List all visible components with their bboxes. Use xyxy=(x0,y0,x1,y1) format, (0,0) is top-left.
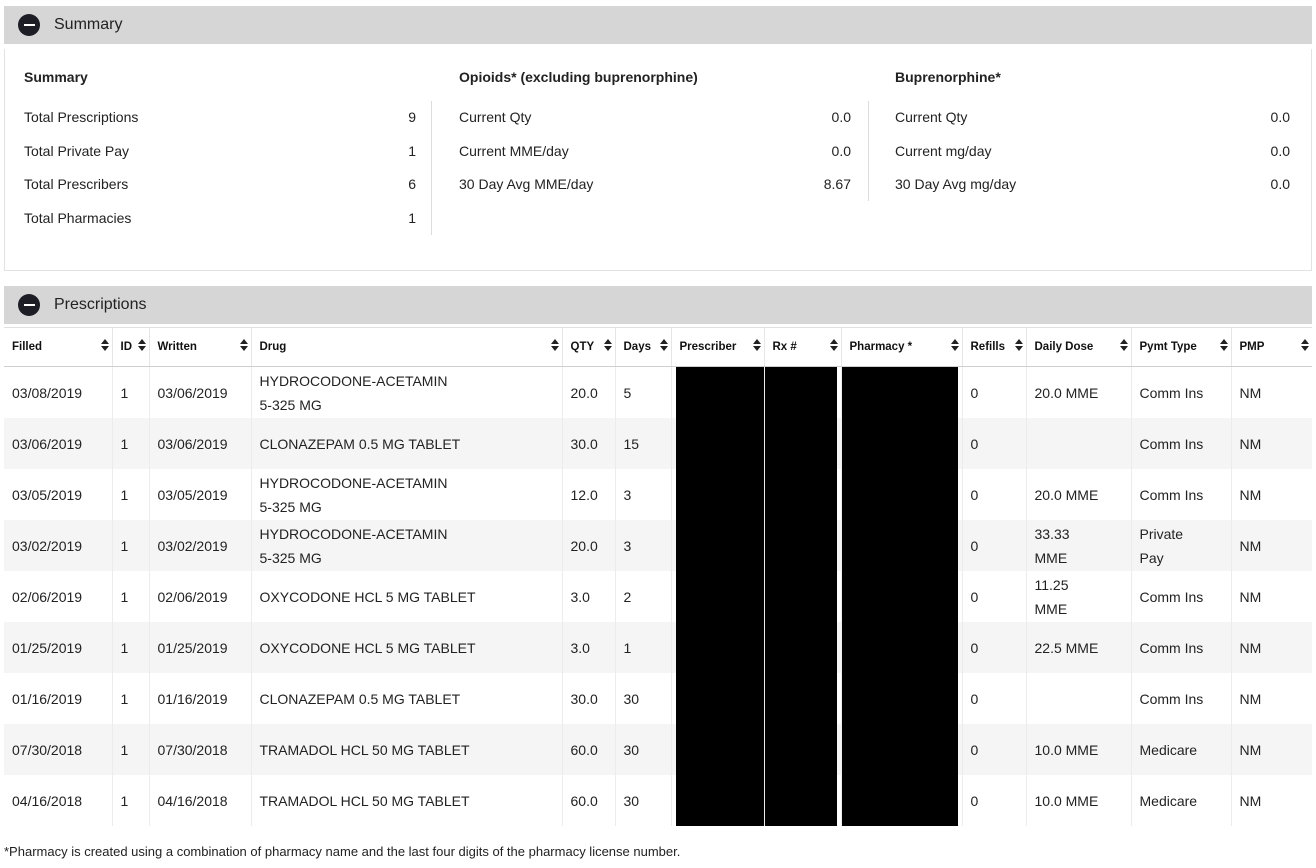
table-cell: 30 xyxy=(615,724,671,775)
table-cell: Comm Ins xyxy=(1131,622,1231,673)
table-cell: CLONAZEPAM 0.5 MG TABLET xyxy=(251,673,562,724)
summary-row xyxy=(459,143,851,163)
redacted-cell xyxy=(764,775,841,826)
table-cell: 3 xyxy=(615,520,671,571)
summary-label: 30 Day Avg MME/day xyxy=(459,176,594,192)
table-cell: 60.0 xyxy=(562,724,615,775)
column-header-daily-dose[interactable] xyxy=(1026,328,1131,367)
table-cell: NM xyxy=(1231,622,1312,673)
redaction-block xyxy=(765,571,837,622)
redacted-cell xyxy=(841,469,962,520)
table-cell: 03/06/2019 xyxy=(4,418,112,469)
redaction-block xyxy=(765,520,837,571)
summary-row xyxy=(895,143,1290,163)
redaction-block xyxy=(676,469,764,520)
table-cell: 0 xyxy=(962,622,1026,673)
prescriptions-table-container xyxy=(4,327,1312,826)
table-row[interactable] xyxy=(4,775,1312,826)
column-header-label: Drug xyxy=(259,341,287,353)
column-header-drug[interactable] xyxy=(251,328,562,367)
table-cell: NM xyxy=(1231,367,1312,419)
column-header-id[interactable] xyxy=(112,328,149,367)
redacted-cell xyxy=(671,724,764,775)
table-header-row xyxy=(4,328,1312,367)
redacted-cell xyxy=(841,622,962,673)
table-cell: 20.0 MME xyxy=(1026,367,1131,419)
summary-row xyxy=(24,109,416,129)
redacted-cell xyxy=(764,673,841,724)
prescriptions-section-header[interactable] xyxy=(4,286,1312,324)
redacted-cell xyxy=(764,367,841,419)
summary-label: Total Pharmacies xyxy=(24,210,132,226)
redaction-block xyxy=(765,367,837,418)
table-cell: 1 xyxy=(112,622,149,673)
summary-row xyxy=(895,176,1290,196)
column-header-label: Pymt Type xyxy=(1139,341,1197,353)
table-cell: 20.0 MME xyxy=(1026,469,1131,520)
table-cell: 1 xyxy=(112,724,149,775)
redacted-cell xyxy=(841,724,962,775)
table-cell: Medicare xyxy=(1131,775,1231,826)
prescriptions-section-title: Prescriptions xyxy=(54,296,147,313)
table-cell: 12.0 xyxy=(562,469,615,520)
table-cell: 01/16/2019 xyxy=(149,673,251,724)
summary-label: Total Private Pay xyxy=(24,143,130,159)
column-header-pmp[interactable] xyxy=(1231,328,1312,367)
table-cell: 1 xyxy=(112,367,149,419)
summary-label: Current Qty xyxy=(459,109,532,125)
redaction-block xyxy=(676,775,764,826)
redacted-cell xyxy=(671,469,764,520)
table-cell: NM xyxy=(1231,775,1312,826)
table-row[interactable] xyxy=(4,418,1312,469)
table-cell: TRAMADOL HCL 50 MG TABLET xyxy=(251,724,562,775)
redacted-cell xyxy=(841,520,962,571)
redaction-block xyxy=(676,673,764,724)
table-cell: 0 xyxy=(962,571,1026,622)
column-divider xyxy=(431,101,432,235)
table-cell: 20.0 xyxy=(562,520,615,571)
table-cell: 01/25/2019 xyxy=(4,622,112,673)
table-cell: 02/06/2019 xyxy=(12,588,83,605)
table-cell: 60.0 xyxy=(562,775,615,826)
table-cell: 0 xyxy=(962,367,1026,419)
table-body xyxy=(4,367,1312,827)
column-header-refills[interactable] xyxy=(962,328,1026,367)
redacted-cell xyxy=(841,775,962,826)
column-header-filled[interactable] xyxy=(4,328,112,367)
summary-value: 0.0 xyxy=(831,109,851,125)
redacted-cell xyxy=(841,673,962,724)
column-header-prescriber[interactable] xyxy=(671,328,764,367)
column-header-label: PMP xyxy=(1239,341,1265,353)
prescriptions-table xyxy=(4,327,1312,826)
redacted-cell xyxy=(841,367,962,419)
column-header-days[interactable] xyxy=(615,328,671,367)
table-cell: Comm Ins xyxy=(1131,571,1231,622)
redaction-block xyxy=(765,469,837,520)
summary-label: 30 Day Avg mg/day xyxy=(895,176,1017,192)
table-cell: Medicare xyxy=(1131,724,1231,775)
table-cell: NM xyxy=(1231,520,1312,571)
redacted-cell xyxy=(841,418,962,469)
column-header-pymt-type[interactable] xyxy=(1131,328,1231,367)
table-cell: Comm Ins xyxy=(1131,418,1231,469)
column-header-label: Pharmacy * xyxy=(849,341,913,353)
table-cell: 0 xyxy=(962,418,1026,469)
summary-value: 0.0 xyxy=(1270,176,1290,192)
redacted-cell xyxy=(764,520,841,571)
table-cell: OXYCODONE HCL 5 MG TABLET xyxy=(251,571,562,622)
redacted-cell xyxy=(764,724,841,775)
table-cell: 03/02/2019 xyxy=(4,520,112,571)
redaction-block xyxy=(765,775,837,826)
redaction-block xyxy=(676,724,764,775)
summary-value: 6 xyxy=(408,176,416,192)
table-cell: 1 xyxy=(112,571,149,622)
column-header-label: Written xyxy=(157,341,197,353)
redacted-cell xyxy=(764,571,841,622)
table-row[interactable] xyxy=(4,520,1312,571)
summary-value: 9 xyxy=(408,109,416,125)
summary-heading: Summary xyxy=(24,69,88,85)
table-cell: 33.33 MME xyxy=(1026,520,1131,571)
table-cell: 3.0 xyxy=(562,622,615,673)
table-cell: 02/06/2019 xyxy=(149,571,251,622)
table-cell: HYDROCODONE-ACETAMIN 5-325 MG xyxy=(251,520,562,571)
summary-value: 0.0 xyxy=(1270,109,1290,125)
table-cell: 30.0 xyxy=(562,673,615,724)
redaction-block xyxy=(676,622,764,673)
summary-value: 0.0 xyxy=(831,143,851,159)
table-cell: 07/30/2018 xyxy=(4,724,112,775)
table-cell: 1 xyxy=(615,622,671,673)
redaction-block xyxy=(765,724,837,775)
redacted-cell xyxy=(764,469,841,520)
redacted-cell xyxy=(671,418,764,469)
summary-section-header[interactable] xyxy=(4,6,1312,44)
redacted-cell xyxy=(764,622,841,673)
column-header-written[interactable] xyxy=(149,328,251,367)
redaction-block xyxy=(765,622,837,673)
redaction-block xyxy=(842,520,958,571)
table-cell: 10.0 MME xyxy=(1026,724,1131,775)
redacted-cell xyxy=(764,418,841,469)
table-row[interactable] xyxy=(4,622,1312,673)
table-cell: 01/16/2019 xyxy=(12,690,83,707)
table-cell: 1 xyxy=(112,673,149,724)
table-cell: NM xyxy=(1231,724,1312,775)
table-row[interactable] xyxy=(4,469,1312,520)
table-cell: 01/25/2019 xyxy=(149,622,251,673)
collapse-icon[interactable] xyxy=(18,294,40,316)
table-cell: 11.25 MME xyxy=(1026,571,1131,622)
summary-label: Current MME/day xyxy=(459,143,569,159)
redaction-block xyxy=(676,418,764,469)
table-cell: 03/05/2019 xyxy=(12,486,83,503)
table-cell xyxy=(1026,418,1131,469)
table-cell: 0 xyxy=(962,673,1026,724)
column-header-label: Daily Dose xyxy=(1034,341,1094,353)
summary-value: 8.67 xyxy=(823,176,851,192)
summary-value: 1 xyxy=(408,143,416,159)
table-cell: 03/06/2019 xyxy=(149,367,251,419)
column-header-label: ID xyxy=(120,341,132,353)
summary-row xyxy=(895,109,1290,129)
redaction-block xyxy=(842,469,958,520)
table-cell: NM xyxy=(1231,571,1312,622)
table-cell: 2 xyxy=(615,571,671,622)
summary-panel xyxy=(4,49,1312,271)
buprenorphine-heading: Buprenorphine* xyxy=(895,69,1001,85)
table-cell: 3.0 xyxy=(562,571,615,622)
table-cell: 1 xyxy=(112,418,149,469)
table-cell: 03/08/2019 xyxy=(12,384,83,401)
table-cell: 03/02/2019 xyxy=(149,520,251,571)
table-cell: 04/16/2018 xyxy=(149,775,251,826)
column-header-label: Refills xyxy=(970,341,1006,353)
redacted-cell xyxy=(841,571,962,622)
redacted-cell xyxy=(671,775,764,826)
table-cell: NM xyxy=(1231,673,1312,724)
column-header-label: Rx # xyxy=(772,341,797,353)
table-cell: 3 xyxy=(615,469,671,520)
summary-label: Total Prescriptions xyxy=(24,109,139,125)
redacted-cell xyxy=(671,571,764,622)
table-cell: HYDROCODONE-ACETAMIN 5-325 MG xyxy=(251,469,562,520)
redacted-cell xyxy=(671,673,764,724)
table-cell: Comm Ins xyxy=(1131,367,1231,419)
collapse-icon[interactable] xyxy=(18,14,40,36)
summary-label: Current Qty xyxy=(895,109,968,125)
table-cell: 30 xyxy=(615,775,671,826)
table-cell: NM xyxy=(1231,418,1312,469)
redaction-block xyxy=(842,367,958,418)
table-cell: 04/16/2018 xyxy=(12,792,83,809)
redaction-block xyxy=(765,418,837,469)
summary-value: 1 xyxy=(408,210,416,226)
redaction-block xyxy=(676,520,764,571)
table-cell: 1 xyxy=(112,520,149,571)
table-cell: 07/30/2018 xyxy=(149,724,251,775)
opioids-heading: Opioids* (excluding buprenorphine) xyxy=(459,69,698,85)
table-cell: 03/06/2019 xyxy=(149,418,251,469)
table-cell xyxy=(1026,673,1131,724)
summary-row xyxy=(24,210,416,230)
table-cell: 10.0 MME xyxy=(1026,775,1131,826)
table-cell: 0 xyxy=(962,724,1026,775)
table-cell: 22.5 MME xyxy=(1026,622,1131,673)
summary-row xyxy=(459,109,851,129)
column-header-pharmacy[interactable] xyxy=(841,328,962,367)
summary-row xyxy=(24,143,416,163)
redaction-block xyxy=(765,673,837,724)
redaction-block xyxy=(842,775,958,826)
summary-section-title: Summary xyxy=(54,16,123,33)
redacted-cell xyxy=(671,520,764,571)
redaction-block xyxy=(676,367,764,418)
table-cell: Comm Ins xyxy=(1131,469,1231,520)
summary-value: 0.0 xyxy=(1270,143,1290,159)
summary-label: Total Prescribers xyxy=(24,176,129,192)
pharmacy-footnote: *Pharmacy is created using a combination of pharmacy name and the last four digits of the pharmacy license number. xyxy=(4,844,681,859)
table-cell: 0 xyxy=(962,469,1026,520)
table-cell: OXYCODONE HCL 5 MG TABLET xyxy=(251,622,562,673)
redacted-cell xyxy=(671,367,764,419)
redaction-block xyxy=(842,724,958,775)
redaction-block xyxy=(676,571,764,622)
redacted-cell xyxy=(671,622,764,673)
column-header-label: Filled xyxy=(12,341,43,353)
table-cell: Comm Ins xyxy=(1131,673,1231,724)
table-cell: 30.0 xyxy=(562,418,615,469)
summary-row xyxy=(24,176,416,196)
table-cell: 1 xyxy=(112,469,149,520)
table-cell: Private Pay xyxy=(1131,520,1231,571)
table-cell: 20.0 xyxy=(562,367,615,419)
table-cell: 1 xyxy=(112,775,149,826)
column-header-label: Days xyxy=(623,341,651,353)
column-header-label: Prescriber xyxy=(679,341,737,353)
redaction-block xyxy=(842,418,958,469)
table-row[interactable] xyxy=(4,571,1312,622)
column-header-label: QTY xyxy=(570,341,595,353)
redaction-block xyxy=(842,571,958,622)
redaction-block xyxy=(842,673,958,724)
table-cell: 5 xyxy=(615,367,671,419)
table-cell: 0 xyxy=(962,520,1026,571)
table-row[interactable] xyxy=(4,673,1312,724)
summary-row xyxy=(459,176,851,196)
table-row[interactable] xyxy=(4,367,1312,419)
table-cell: 30 xyxy=(615,673,671,724)
column-header-rx[interactable] xyxy=(764,328,841,367)
column-header-qty[interactable] xyxy=(562,328,615,367)
table-cell: TRAMADOL HCL 50 MG TABLET xyxy=(251,775,562,826)
redaction-block xyxy=(842,622,958,673)
table-cell: 03/05/2019 xyxy=(149,469,251,520)
table-cell: CLONAZEPAM 0.5 MG TABLET xyxy=(251,418,562,469)
table-cell: 15 xyxy=(615,418,671,469)
table-cell: 0 xyxy=(962,775,1026,826)
summary-label: Current mg/day xyxy=(895,143,992,159)
table-cell: HYDROCODONE-ACETAMIN 5-325 MG xyxy=(251,367,562,419)
table-row[interactable] xyxy=(4,724,1312,775)
column-divider xyxy=(868,101,869,201)
table-cell: NM xyxy=(1231,469,1312,520)
